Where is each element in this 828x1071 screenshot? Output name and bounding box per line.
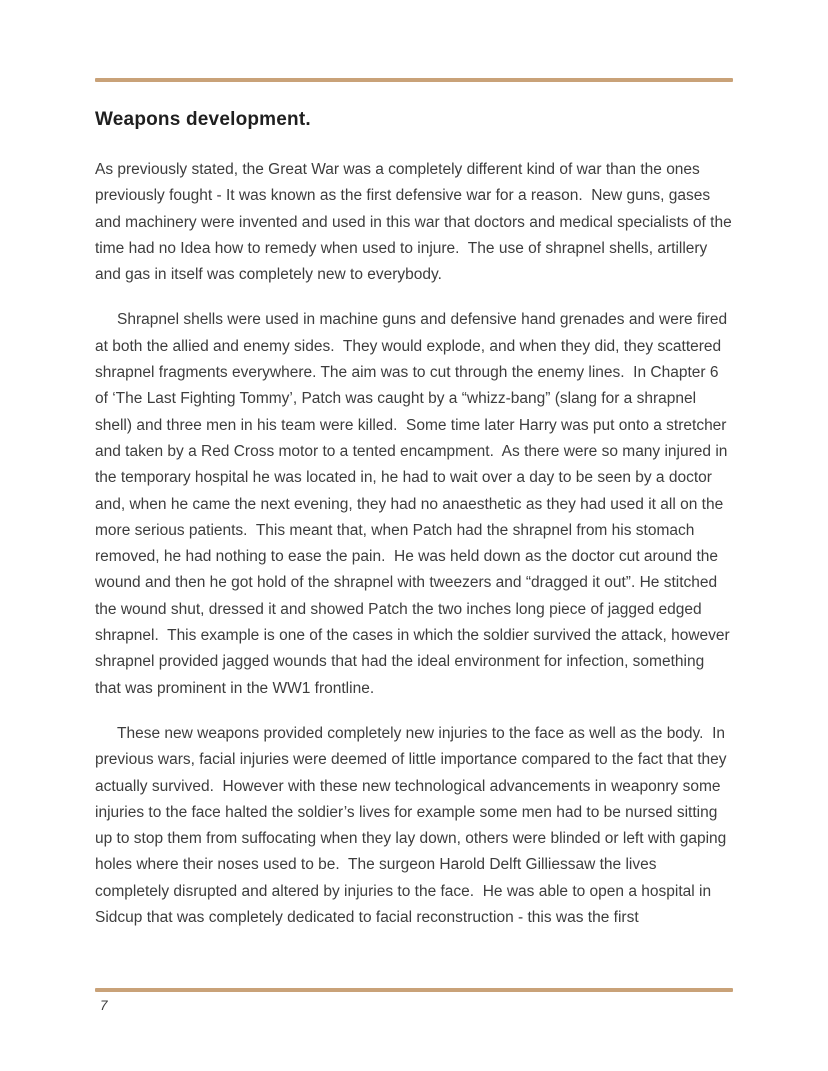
document-heading: Weapons development.	[95, 109, 311, 130]
body-paragraph-3: These new weapons provided completely new injuries to the face as well as the body. In previous wars, facial injuries were deemed of little importance compared to the fact that they actually survived. However with these new technological advancements in weaponry some injuries to the face halted the soldier’s lives for example some men had to be nursed sitting up to stop them from suffocating when they lay down, others were blinded or left with gaping holes where their noses used to be. The surgeon Harold Delft Gilliessaw the lives completely disrupted and altered by injuries to the face. He was able to open a hospital in Sidcup that was completely dedicated to facial reconstruction - this was the first	[95, 724, 731, 927]
page-number: 7	[100, 998, 108, 1013]
page-content	[95, 78, 737, 950]
bottom-border-rule	[95, 988, 733, 992]
top-border-rule	[95, 78, 733, 82]
body-paragraph-2: Shrapnel shells were used in machine guns and defensive hand grenades and were fired at both the allied and enemy sides. They would explode, and when they did, they scattered shrapnel fragments everywhere. The aim was to cut through the enemy lines. In Chapter 6 of ‘The Last Fighting Tommy’, Patch was caught by a “whizz-bang” (slang for a shrapnel shell) and three men in his team were killed. Some time later Harry was put onto a stretcher and taken by a Red Cross motor to a tented encampment. As there were so many injured in the temporary hospital he was located in, he had to wait over a day to be seen by a doctor and, when he came the next evening, they had no anaesthetic as they had used it all on the more serious patients. This meant that, when Patch had the shrapnel from his stomach removed, he had nothing to ease the pain. He was held down as the doctor cut around the wound and then he got hold of the shrapnel with tweezers and “dragged it out”. He stitched the wound shut, dressed it and showed Patch the two inches long piece of jagged edged shrapnel. This example is one of the cases in which the soldier survived the attack, however shrapnel provided jagged wounds that had the ideal environment for infection, something that was prominent in the WW1 frontline.	[95, 311, 734, 697]
page-footer	[95, 988, 733, 1013]
body-paragraph-1: As previously stated, the Great War was a completely different kind of war than the ones previously fought - It was known as the first defensive war for a reason. New guns, gases and machinery were invented and used in this war that doctors and medical specialists of the time had no Idea how to remedy when used to injure. The use of shrapnel shells, artillery and gas in itself was completely new to everybody.	[95, 161, 737, 284]
